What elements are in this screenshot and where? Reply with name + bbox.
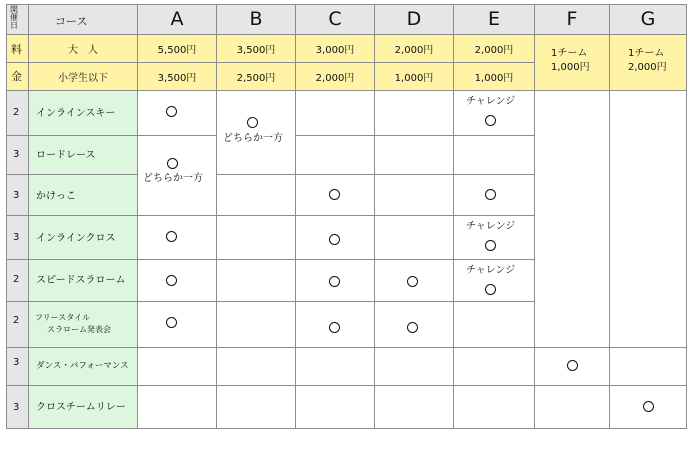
cell-g-1-6-merged [610,91,687,348]
circle-mark [166,106,177,117]
child-fee-c-value: 2,000円 [315,73,355,84]
cell-a-2-3-merged [138,136,217,216]
adult-fee-a [138,35,217,63]
adult-fee-e [454,35,535,63]
column-letter-d: D [406,8,422,30]
cell-d-7 [375,348,454,386]
cell-f-1-6-merged [535,91,610,348]
cell-e-6 [454,302,535,348]
course-name-6-line2: スラローム発表会 [47,325,111,334]
cell-f-8 [535,386,610,429]
adult-fee-c [296,35,375,63]
team-fee-g [610,35,687,91]
adult-fee-c-value: 3,000円 [315,45,355,56]
cell-c-2 [296,136,375,175]
circle-mark [329,189,340,200]
fee-label-cell-top [6,35,29,63]
cell-c-6 [296,302,375,348]
circle-mark [167,158,178,169]
adult-label: 大 人 [68,45,98,56]
course-name-3: かけっこ [36,191,76,202]
cell-b-4 [217,216,296,260]
course-cell-kakekko [29,175,138,216]
column-letter-g: G [640,8,656,30]
course-name-5: スピードスラローム [36,275,126,286]
fee-label-cell-bottom [6,63,29,91]
child-fee-b-value: 2,500円 [236,73,276,84]
circle-mark [485,240,496,251]
course-cell-dance-performance [29,348,138,386]
either-note-b: どちらか一方 [223,133,283,144]
cell-e-4 [454,216,535,260]
child-label-cell [29,63,138,91]
course-name-8: クロスチームリレー [36,402,126,413]
course-name-4: インラインクロス [36,233,116,244]
column-header-b [217,4,296,35]
either-note-a: どちらか一方 [143,173,203,184]
column-letter-f: F [566,8,578,30]
cell-b-8 [217,386,296,429]
circle-mark [166,275,177,286]
column-header-f [535,4,610,35]
cell-e-5 [454,260,535,302]
child-fee-d [375,63,454,91]
cell-a-6 [138,302,217,348]
column-header-c [296,4,375,35]
cell-d-5 [375,260,454,302]
cell-b-1-2-merged [217,91,296,175]
cell-e-7 [454,348,535,386]
team-fee-f-line1: 1チーム [551,48,588,59]
circle-mark [166,231,177,242]
circle-mark [329,234,340,245]
course-cell-road-race [29,136,138,175]
cell-d-6 [375,302,454,348]
circle-mark [329,276,340,287]
circle-mark [166,317,177,328]
child-fee-e-value: 1,000円 [474,73,514,84]
day-cell-7 [6,348,29,386]
cell-c-5 [296,260,375,302]
cell-d-4 [375,216,454,260]
child-label: 小学生以下 [58,73,108,84]
challenge-note: チャレンジ [466,265,516,276]
day-value-2: 3 [13,149,20,160]
child-fee-a-value: 3,500円 [157,73,197,84]
team-fee-f [535,35,610,91]
cell-c-7 [296,348,375,386]
day-cell-3 [6,175,29,216]
team-fee-f-line2: 1,000円 [551,62,590,73]
course-cell-inline-ski [29,91,138,136]
cell-d-8 [375,386,454,429]
circle-mark [407,276,418,287]
adult-fee-e-value: 2,000円 [474,45,514,56]
course-name-6-line1: フリースタイル [35,313,91,322]
fee-label-top: 料 [11,43,22,56]
cell-d-1 [375,91,454,136]
cell-d-3 [375,175,454,216]
column-header-a [138,4,217,35]
adult-fee-d-value: 2,000円 [394,45,434,56]
circle-mark [485,189,496,200]
challenge-note: チャレンジ [466,96,516,107]
adult-fee-b-value: 3,500円 [236,45,276,56]
cell-a-7 [138,348,217,386]
course-name-2: ロードレース [36,150,96,161]
cell-a-4 [138,216,217,260]
day-value-6: 2 [13,315,20,326]
day-header-label: 開催日 [10,5,18,30]
day-cell-5 [6,260,29,302]
course-cell-inline-cross [29,216,138,260]
circle-mark [407,322,418,333]
column-letter-e: E [487,8,500,30]
circle-mark [567,360,578,371]
cell-b-5 [217,260,296,302]
child-fee-e [454,63,535,91]
column-letter-c: C [328,8,342,30]
circle-mark [643,401,654,412]
day-value-8: 3 [13,402,20,413]
challenge-note: チャレンジ [466,221,516,232]
column-letter-b: B [249,8,263,30]
course-cell-speed-slalom [29,260,138,302]
cell-c-4 [296,216,375,260]
cell-e-8 [454,386,535,429]
team-fee-g-line2: 2,000円 [628,62,667,73]
adult-label-cell [29,35,138,63]
child-fee-d-value: 1,000円 [394,73,434,84]
adult-fee-b [217,35,296,63]
adult-fee-d [375,35,454,63]
day-header-cell [6,4,29,35]
day-cell-1 [6,91,29,136]
cell-b-3 [217,175,296,216]
cell-a-8 [138,386,217,429]
day-value-4: 3 [13,232,20,243]
column-letter-a: A [170,8,184,30]
course-header-label: コース [55,15,88,28]
course-header-cell [29,4,138,35]
fee-label-bottom: 金 [11,70,22,83]
cell-c-8 [296,386,375,429]
day-value-5: 2 [13,274,20,285]
cell-e-2 [454,136,535,175]
cell-g-8 [610,386,687,429]
cell-a-5 [138,260,217,302]
circle-mark [247,117,258,128]
circle-mark [485,284,496,295]
course-name-1: インラインスキー [36,108,116,119]
course-name-7: ダンス・パフォーマンス [36,361,129,371]
team-fee-g-line1: 1チーム [628,48,665,59]
circle-mark [329,322,340,333]
circle-mark [485,115,496,126]
adult-fee-a-value: 5,500円 [157,45,197,56]
day-cell-6 [6,302,29,348]
child-fee-c [296,63,375,91]
day-value-1: 2 [13,107,20,118]
cell-b-6 [217,302,296,348]
day-value-7: 3 [13,357,20,368]
cell-g-7 [610,348,687,386]
child-fee-b [217,63,296,91]
day-value-3: 3 [13,190,20,201]
column-header-e [454,4,535,35]
cell-d-2 [375,136,454,175]
day-cell-8 [6,386,29,429]
column-header-g [610,4,687,35]
course-cell-cross-team-relay [29,386,138,429]
cell-c-3 [296,175,375,216]
cell-b-7 [217,348,296,386]
day-cell-2 [6,136,29,175]
column-header-d [375,4,454,35]
cell-f-7 [535,348,610,386]
cell-a-1 [138,91,217,136]
cell-c-1 [296,91,375,136]
cell-e-3 [454,175,535,216]
child-fee-a [138,63,217,91]
day-cell-4 [6,216,29,260]
course-cell-freestyle-slalom [29,302,138,348]
cell-e-1 [454,91,535,136]
